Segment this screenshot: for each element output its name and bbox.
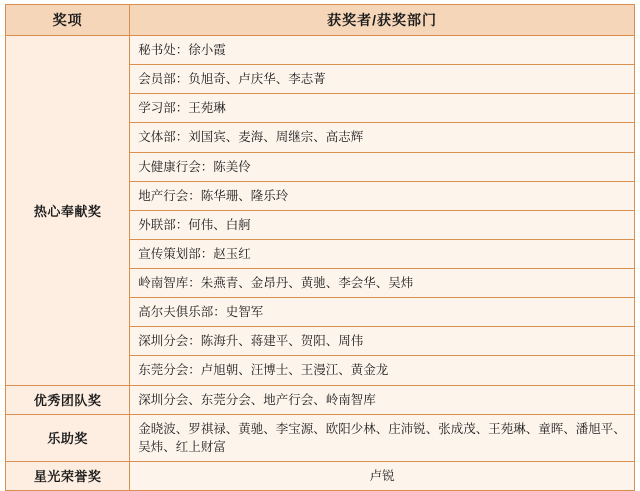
winner-cell: 地产行会：陈华珊、隆乐玲 <box>130 181 635 210</box>
award-name-cell: 热心奉献奖 <box>6 36 130 386</box>
winner-cell: 大健康行会：陈美伶 <box>130 152 635 181</box>
column-header-winner: 获奖者/获奖部门 <box>130 5 635 36</box>
winner-cell: 外联部：何伟、白舸 <box>130 210 635 239</box>
winner-cell: 宣传策划部：赵玉红 <box>130 239 635 268</box>
table-header <box>6 5 635 36</box>
table-row <box>6 36 635 65</box>
winner-cell: 卢锐 <box>130 461 635 490</box>
table-row <box>6 461 635 490</box>
award-name-cell: 乐助奖 <box>6 414 130 461</box>
winner-cell: 深圳分会：陈海升、蒋建平、贺阳、周伟 <box>130 327 635 356</box>
winner-cell: 深圳分会、东莞分会、地产行会、岭南智库 <box>130 385 635 414</box>
winner-cell: 高尔夫俱乐部：史智军 <box>130 298 635 327</box>
table-body <box>6 36 635 491</box>
table-row <box>6 414 635 461</box>
winner-cell: 秘书处：徐小霞 <box>130 36 635 65</box>
awards-table <box>5 4 635 491</box>
winner-cell: 文体部：刘国宾、麦海、周继宗、高志辉 <box>130 123 635 152</box>
winner-cell: 会员部：负旭奇、卢庆华、李志菁 <box>130 65 635 94</box>
winner-cell: 学习部：王苑琳 <box>130 94 635 123</box>
award-name-cell: 优秀团队奖 <box>6 385 130 414</box>
table-row <box>6 385 635 414</box>
column-header-award: 奖项 <box>6 5 130 36</box>
table-header-row <box>6 5 635 36</box>
winner-cell: 东莞分会：卢旭朝、汪博士、王漫江、黄金龙 <box>130 356 635 385</box>
winner-cell: 岭南智库：朱燕青、金昂丹、黄驰、李会华、吴炜 <box>130 269 635 298</box>
winner-cell: 金晓波、罗祺禄、黄驰、李宝源、欧阳少林、庄沛锐、张成茂、王苑琳、童晖、潘旭平、吴炜、红上财富 <box>130 414 635 461</box>
award-name-cell: 星光荣誉奖 <box>6 461 130 490</box>
